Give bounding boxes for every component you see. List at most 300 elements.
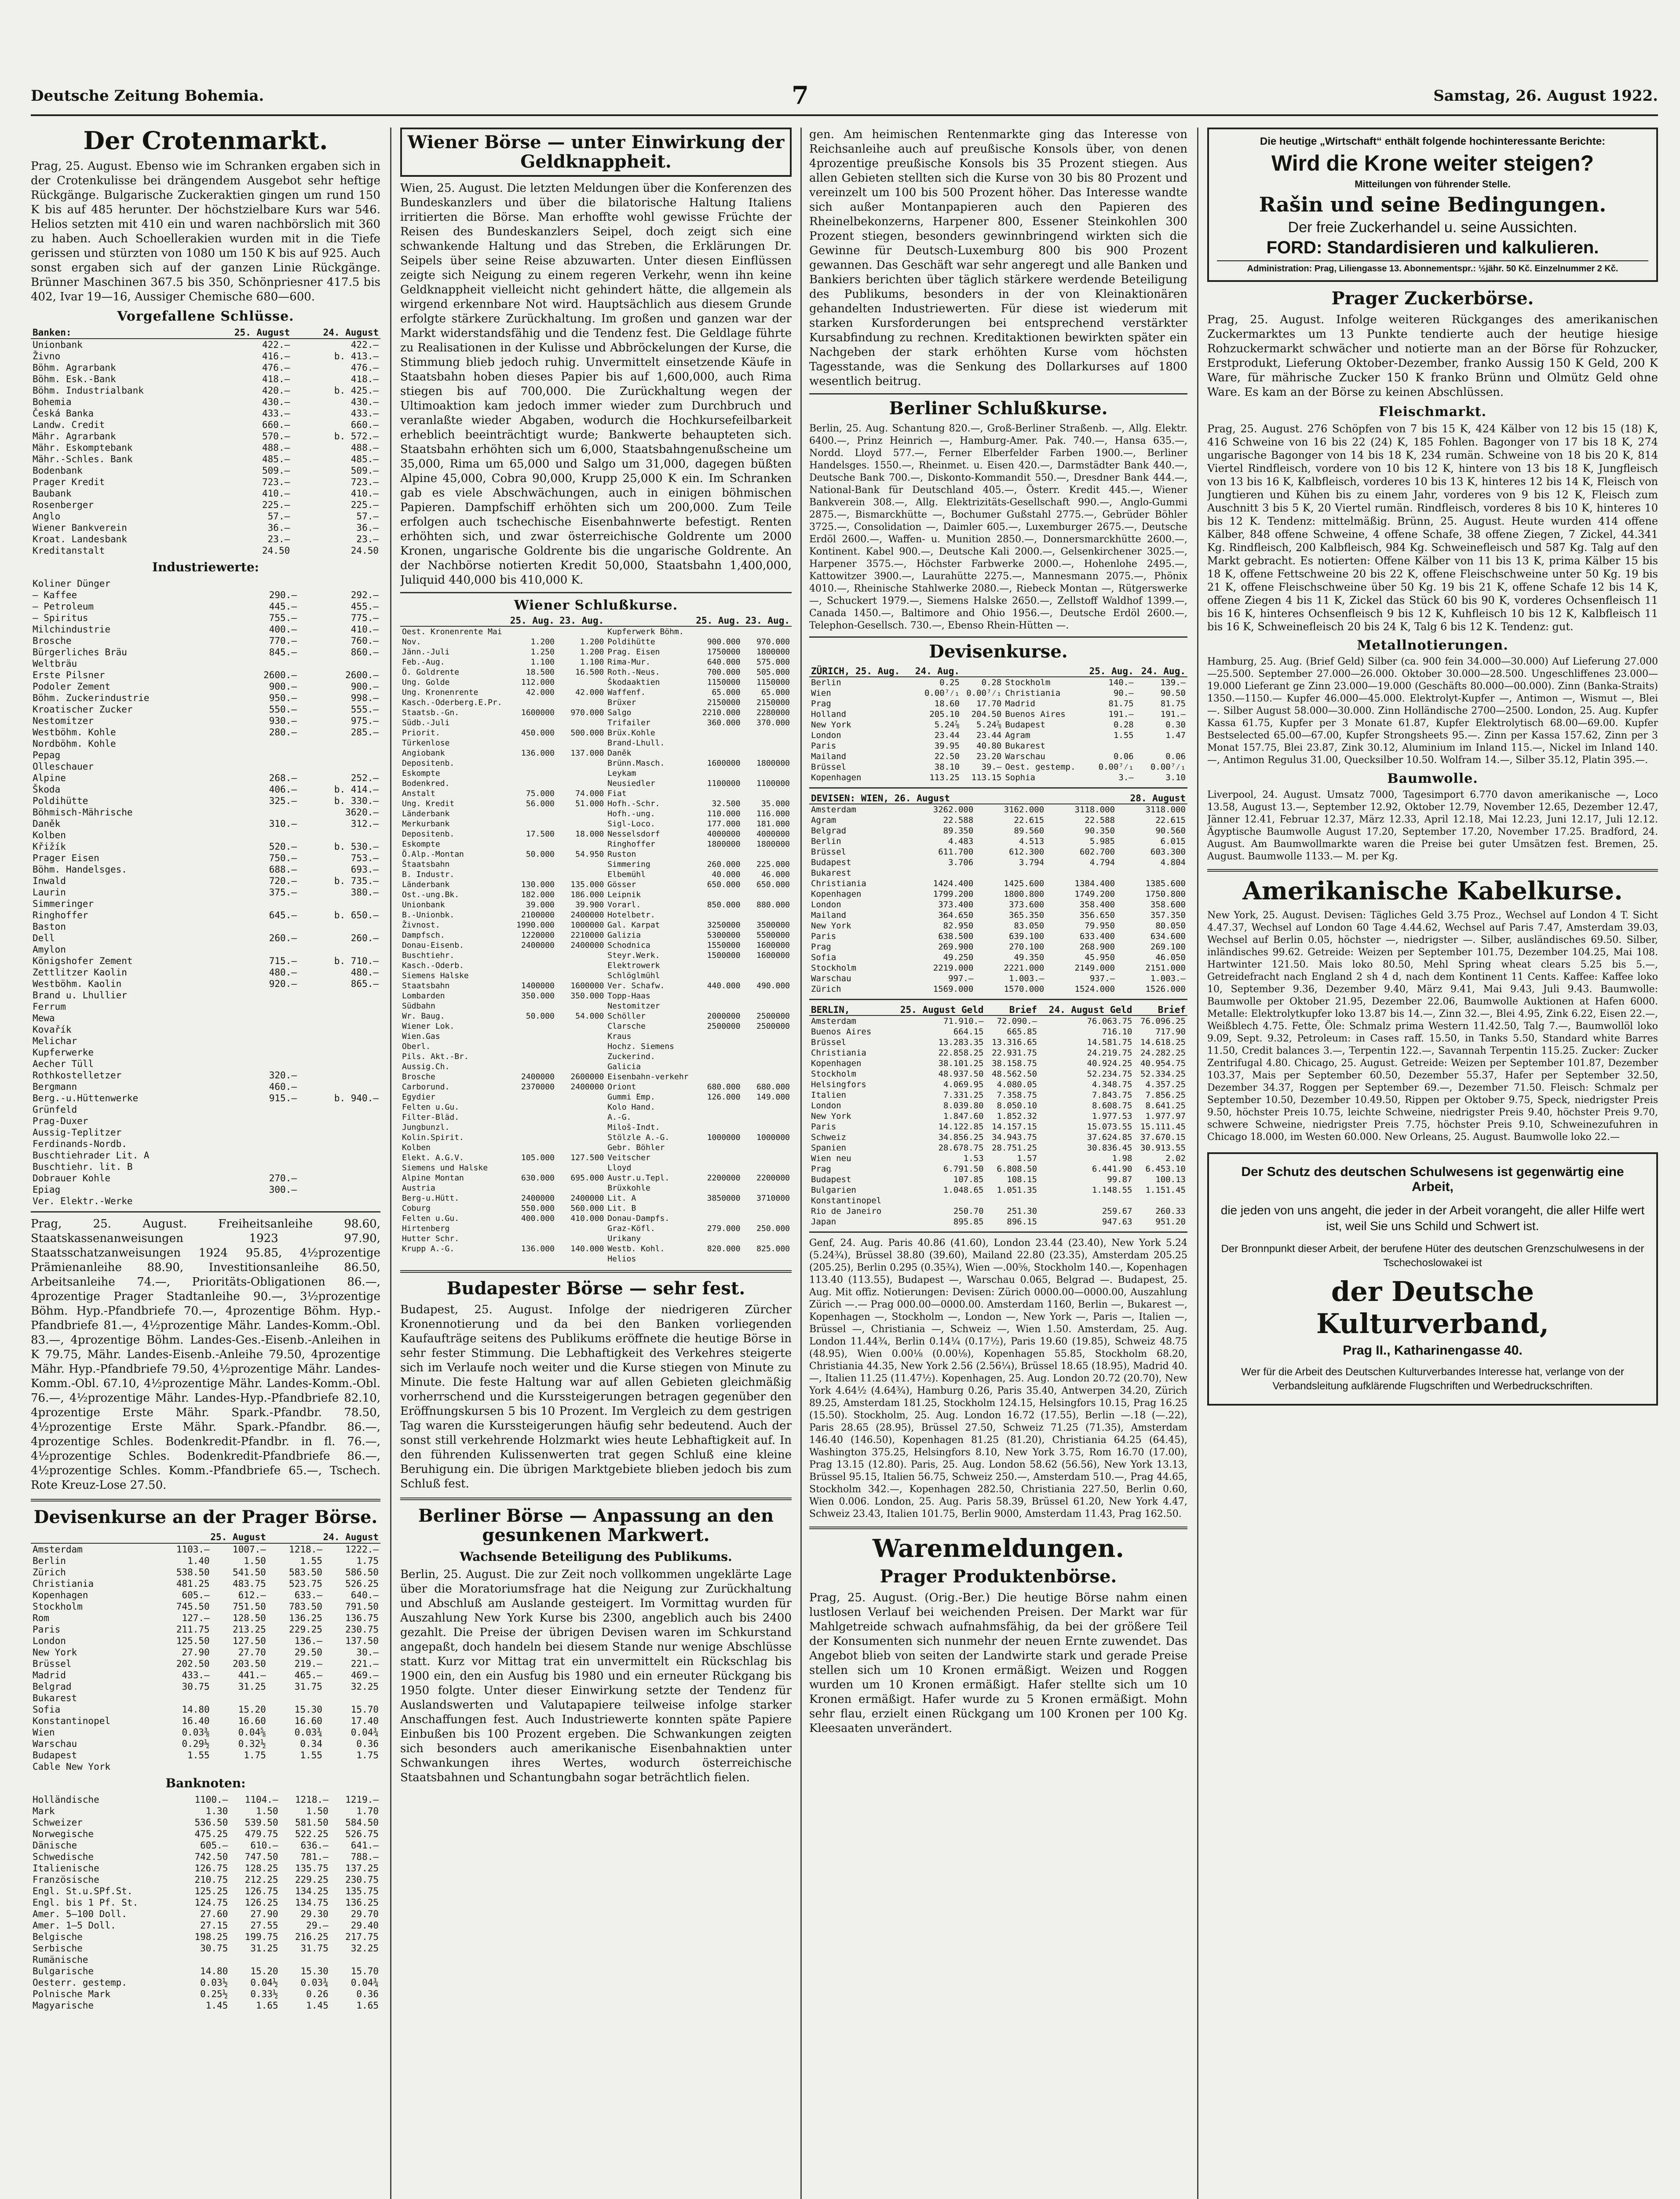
table-cell: Schodnica <box>607 941 650 950</box>
table-cell: Česká Banka <box>33 408 94 419</box>
table-cell: 0.32½ <box>238 1738 266 1749</box>
table-cell: Warschau <box>1005 752 1045 761</box>
table-cell <box>742 890 792 900</box>
table-cell: Austria <box>402 1184 435 1193</box>
table-cell: 5.24⅞ <box>976 720 1002 730</box>
table-cell: 1600000 <box>570 981 604 990</box>
table-cell <box>742 1183 792 1193</box>
table-cell <box>742 1254 792 1264</box>
table-cell: Elbemühl <box>607 870 646 879</box>
table-row <box>31 488 380 499</box>
table-cell: 364.650 <box>938 910 974 920</box>
table-cell: 127.— <box>182 1612 210 1623</box>
table-cell: 285.— <box>351 727 379 738</box>
table-cell: 310.— <box>269 818 297 829</box>
table-cell: Bergmann <box>33 1081 77 1092</box>
table-cell: 550.— <box>269 704 297 715</box>
table-cell: 488.— <box>351 442 379 453</box>
table-cell: 520.— <box>269 841 297 852</box>
table-cell <box>236 1047 299 1058</box>
table-cell: Nestomitzer <box>607 1001 660 1011</box>
table-cell: 970.000 <box>570 708 604 717</box>
table-row <box>400 900 792 910</box>
column-rule <box>800 128 802 2199</box>
table-cell <box>742 748 792 758</box>
table-cell: 634.600 <box>1150 931 1186 941</box>
table-cell: 31.25 <box>250 1943 278 1954</box>
table-cell: 1524.000 <box>1074 984 1115 994</box>
table-cell: Kolin.Spirit. <box>402 1133 464 1142</box>
table-cell: 229.25 <box>295 1874 329 1885</box>
table-cell: 375.— <box>269 887 297 898</box>
table-cell: — Kaffee <box>33 589 77 600</box>
table-row <box>400 687 792 698</box>
table-cell: 370.000 <box>756 718 790 727</box>
table-cell: Prag-Duxer <box>33 1115 88 1126</box>
table-cell: Oest. Kronenrente Mai <box>402 627 502 636</box>
table-cell <box>693 1254 742 1264</box>
table-cell <box>236 1024 299 1035</box>
table-cell: Felten u.Gu. <box>402 1214 460 1223</box>
table-cell: 2370000 <box>521 1082 555 1092</box>
table-cell: New York <box>811 720 851 730</box>
table-cell <box>693 1183 742 1193</box>
column-header <box>400 616 507 626</box>
table-cell: 783.50 <box>289 1601 322 1612</box>
table-row <box>31 476 380 488</box>
table-row <box>31 1161 380 1173</box>
table-row <box>31 1704 380 1715</box>
table-cell: Stockholm <box>811 1069 856 1079</box>
table-cell: Rima-Mur. <box>607 658 650 667</box>
table-cell: 15.073.55 <box>1087 1122 1132 1132</box>
table-cell <box>236 578 299 589</box>
stock-table <box>31 578 380 1207</box>
table-cell: 27.70 <box>238 1647 266 1658</box>
table-cell: 74.000 <box>575 789 604 798</box>
table-cell: Oriont <box>607 1082 636 1092</box>
table-cell: 76.063.75 <box>1087 1016 1132 1026</box>
table-cell: Böhmisch-Mährische <box>33 807 133 818</box>
table-cell: 420.— <box>262 385 290 396</box>
table-cell: Ferrum <box>33 1001 66 1012</box>
table-cell: 280.— <box>269 727 297 738</box>
table-cell: Brüxer <box>607 698 636 707</box>
table-cell: 645.— <box>269 910 297 921</box>
table-row <box>809 720 1187 730</box>
table-row <box>31 373 380 385</box>
table-cell: 2400000 <box>570 941 604 950</box>
table-cell: 1100000 <box>707 779 741 788</box>
table-cell: 30.836.45 <box>1087 1143 1132 1153</box>
table-cell: 127.500 <box>570 1153 604 1162</box>
table-cell: Koliner Dünger <box>33 578 111 589</box>
table-cell: 81.75 <box>1160 699 1186 709</box>
table-cell: 523.75 <box>289 1578 322 1589</box>
table-cell: b. 425.— <box>334 385 379 396</box>
article-text: Budapest, 25. August. Infolge der niedrigeren Zürcher Kronennotierung und da bei den Banken vorliegenden Kaufaufträge seitens des Publikums eröffnete die heutige Börse in sehr fester Stimmung. Die Lebhaftigkeit des Verkehres steigerte sich im Verlaufe noch weiter und die Kurse stiegen von Minute zu Minute. Die feste Haltung war auf allen Gebieten gleichmäßig vorherrschend und die Kurssteigerungen betragen gegenüber den Eröffnungskursen 5 bis 10 Prozent. Im Vergleich zu dem gestrigen Tag waren die Kurssteigerungen häufig sehr bedeutend. Auch der sonst still verkehrende Holzmarkt wies heute Lebhaftigkeit auf. In den führenden Kulissenwerten trat gegen Schluß eine kleine Beruhigung ein. Die übrigen Marktgebiete blieben jedoch bis zum Schluß fest. <box>400 1303 792 1490</box>
table-row <box>400 708 792 718</box>
table-cell: Elekt. A.G.V. <box>402 1153 464 1162</box>
table-row <box>31 1035 380 1047</box>
table-cell: 217.75 <box>345 1931 379 1942</box>
table-cell: Sigl-Loco. <box>607 819 655 829</box>
table-cell: Budapest <box>33 1750 77 1761</box>
table-row <box>400 1052 792 1062</box>
ad-headline: der Deutsche Kulturverband, <box>1316 1275 1549 1340</box>
table-cell: 100.13 <box>1155 1175 1186 1184</box>
table-cell: 633.— <box>294 1589 322 1600</box>
table-cell <box>280 1954 330 1965</box>
table-row <box>31 1589 380 1601</box>
table-cell <box>693 1122 742 1132</box>
table-cell: 1.65 <box>256 2000 278 2011</box>
table-cell: 225.— <box>351 499 379 510</box>
table-cell: b. 650.— <box>334 910 379 921</box>
table-cell: Serbische <box>33 1943 83 1954</box>
table-cell: 149.000 <box>756 1092 790 1102</box>
table-cell: 18.500 <box>526 668 555 677</box>
table-cell <box>742 961 792 971</box>
table-cell: Waffenf. <box>607 688 646 697</box>
table-cell: Amsterdam <box>811 805 856 815</box>
table-cell: Ringhoffer <box>33 910 88 921</box>
table-cell: 1.55 <box>300 1555 322 1566</box>
table-cell: London <box>811 731 841 740</box>
table-cell: 2200000 <box>756 1173 790 1183</box>
table-cell: 252.— <box>351 772 379 783</box>
table-cell: Stockholm <box>1005 678 1051 687</box>
table-cell: 900.— <box>269 681 297 692</box>
table-cell: Engl. St.u.SPf.St. <box>33 1885 133 1896</box>
table-cell <box>693 1041 742 1052</box>
table-cell: Poldihütte <box>33 795 88 806</box>
table-cell: 1.53 <box>963 1154 984 1163</box>
table-cell: 4.794 <box>1089 858 1115 867</box>
table-row <box>31 612 380 624</box>
table-row <box>31 829 380 841</box>
table-row <box>31 1943 380 1954</box>
table-cell <box>693 768 742 778</box>
table-row <box>400 778 792 789</box>
table-row <box>809 1015 1187 1026</box>
table-cell: Inwald <box>33 875 66 886</box>
article-title: Devisenkurse. <box>929 641 1068 662</box>
table-cell: 49.250 <box>943 953 974 962</box>
table-cell <box>179 1954 230 1965</box>
table-cell: 32.25 <box>351 1943 379 1954</box>
table-row <box>31 921 380 932</box>
table-cell: 3500000 <box>756 921 790 930</box>
table-cell <box>299 1150 380 1161</box>
table-row <box>809 973 1187 984</box>
table-cell: Sofia <box>811 953 836 962</box>
table-cell <box>556 1001 606 1011</box>
table-cell: Depositenb. <box>402 759 455 768</box>
table-cell: 198.25 <box>194 1931 228 1942</box>
table-cell <box>507 1224 556 1234</box>
table-cell: 422.— <box>262 339 290 350</box>
table-cell: Sofia <box>33 1704 61 1715</box>
table-cell: 4.804 <box>1160 858 1186 867</box>
table-cell: Kroat. Landesbank <box>33 533 127 544</box>
table-cell: Roth.-Neus. <box>607 668 660 677</box>
table-row <box>31 704 380 715</box>
table-cell: 270.100 <box>1009 942 1045 952</box>
table-cell <box>507 1041 556 1052</box>
table-cell: 23.— <box>267 533 290 544</box>
table-cell: 7.856.25 <box>1145 1090 1186 1100</box>
table-cell: 45.950 <box>1085 953 1115 962</box>
table-cell: 199.75 <box>245 1931 278 1942</box>
table-cell: Prager Eisen <box>33 852 99 863</box>
table-cell: 135.75 <box>345 1885 379 1896</box>
table-cell: 23.44 <box>976 731 1002 740</box>
table-cell: Bulgarische <box>33 1965 94 1976</box>
table-cell: 539.50 <box>245 1817 278 1828</box>
table-cell: 538.50 <box>176 1567 210 1578</box>
table-cell: Kopenhagen <box>33 1589 88 1600</box>
table-cell: Trifailer <box>607 718 650 727</box>
table-cell: 422.— <box>351 339 379 350</box>
table-cell <box>742 910 792 920</box>
table-cell: 89.350 <box>943 826 974 836</box>
table-row <box>809 942 1187 952</box>
table-cell: Priorit. <box>402 728 440 738</box>
table-cell: 140.000 <box>570 1244 604 1253</box>
table-cell: 1.100 <box>580 658 604 667</box>
article-text: Wien, 25. August. Die letzten Meldungen über die Konferenzen des Bundeskanzlers und über die bilatorische Haltung Italiens irritierten die Börse. Man erhoffte wohl gewisse Früchte der Reisen des Bundeskanzlers Seipel, doch zeigt sich eine schwankende Haltung und das Streben, die Erklärungen Dr. Seipels über seine Reise abzuwarten. Unter diesen Einflüssen zeigte sich Neigung zu einem regeren Verkehr, wenn ihn keine Geldknappheit vielleicht nicht gehindert hätte, die allgemein als wirgend erkennbare Not wird. Hauptsächlich aus diesem Grunde erfolgte stärkere Zurückhaltung. Im großen und ganzen war der Markt widerstandsfähig und die Tendenz fest. Die Geldlage führte zu Realisationen in der Kulisse und Abbröckelungen der Kurse, die Stimmung blieb jedoch ruhig. Unvermittelt einsetzende Käufe in Staatsbahn hoben dieses Papier bis auf 1,600,000, auch Rima stiegen bis auf 700,000. Die Zurückhaltung wegen der Ultimoaktion kam jedoch immer wieder zum Durchbruch und veranlaßte wieder Abgaben, wodurch die Hochkursefeilbarkeit erheblich beeinträchtigt wurde; Bankwerte behaupteten sich. Staatsbahn erhöhten sich um 6,000, Staatsbahngenußscheine um 35,000, Rima um 65,000 und Salgo um 31,000, dagegen büßten Alpine 45,000, Cobra 90,000, Krupp 25,000 K ein. Im Schranken gab es viele Abschwächungen, auch in einigen böhmischen Papieren. Dampfschiff erhöhten sich um 200,000. Zum Teile erfolgen auch tschechische Eisenbahnwerte befestigt. Renten erhöhten sich, und zwar österreichische Goldrente um 2000 Kronen, ungarische Goldrente bis die ungarische Goldrente. An der Nachbörse notierten Kredit 50,000, Staatsbahn 1,400,000, Juliquid 440,000 bis 410,000 K. <box>400 182 792 587</box>
table-row <box>31 1567 380 1578</box>
table-cell: 406.— <box>269 784 297 795</box>
table-cell: 358.400 <box>1079 900 1115 910</box>
table-row <box>31 1885 380 1897</box>
column-header: 25. Aug. <box>507 616 556 626</box>
table-cell: b. 710.— <box>334 955 379 966</box>
table-cell: 39.— <box>981 762 1002 772</box>
table-cell: B.-Unionbk. <box>402 910 455 920</box>
table-row <box>809 952 1187 963</box>
table-cell: 14.618.25 <box>1140 1037 1186 1047</box>
table-cell: 212.25 <box>245 1874 278 1885</box>
table-row <box>400 1031 792 1041</box>
table-cell: 136.25 <box>345 1897 379 1908</box>
table-row <box>31 1692 380 1704</box>
table-cell: Hutter Schr. <box>402 1234 460 1243</box>
table-cell <box>693 991 742 1001</box>
table-row <box>400 1122 792 1132</box>
table-cell: Ver. Elektr.-Werke <box>33 1195 133 1206</box>
table-row <box>31 715 380 727</box>
table-row <box>31 841 380 852</box>
table-cell: 42.000 <box>526 688 555 697</box>
table-cell: Amer. 1—5 Doll. <box>33 1920 116 1931</box>
table-cell: 191.— <box>1108 709 1134 719</box>
table-cell: 0.03⅜ <box>182 1727 210 1738</box>
table-cell: 638.500 <box>938 931 974 941</box>
table-row <box>400 849 792 859</box>
table-cell: 39.95 <box>934 741 960 751</box>
table-cell <box>236 1001 299 1012</box>
table-cell: 137.25 <box>345 1863 379 1874</box>
table-cell: 269.100 <box>1150 942 1186 952</box>
table-cell <box>693 1112 742 1122</box>
table-cell: 2400000 <box>521 1072 555 1081</box>
table-cell <box>299 1173 380 1184</box>
column-header: Banken: <box>31 327 203 339</box>
table-cell: 13.283.35 <box>938 1037 984 1047</box>
table-row <box>400 799 792 809</box>
table-cell: Belgrad <box>811 826 847 836</box>
table-cell: 4.483 <box>948 836 974 846</box>
table-cell: 18.60 <box>934 699 960 709</box>
table-cell: 268.900 <box>1079 942 1115 952</box>
table-cell <box>507 738 556 748</box>
table-cell: 126.25 <box>245 1897 278 1908</box>
table-row <box>31 1092 380 1104</box>
article-text: Genf, 24. Aug. Paris 40.86 (41.60), London 23.44 (23.40), New York 5.24 (5.24¾), Brüssel 38.80 (39.60), Mailand 22.80 (23.35), Amsterdam 205.25 (205.25), Berlin 0.295 (0.35¾), Wien —.00⅝, Stockholm 140.—, Kopenhagen 113.40 (113.55), Budapest —, Warschau 0.065, Belgrad —. Budapest, 25. Aug. Mit offiz. Notierungen: Devisen: Zürich 0000.00—0000.00, Auszahlung Zürich —.— Prag 000.00—0000.00. Amsterdam 1160, Berlin —, Bukarest —, Kopenhagen —, Stockholm —, London —, New York —, Paris —, Italien —, Brüssel —, Christiania —, Schweiz —, Wien 1.50. Amsterdam, 25. Aug. London 11.44¾, Berlin 0.14¼ (0.17½), Paris 19.60 (19.85), Schweiz 48.75 (48.95), Wien 0.00⅛ (0.00⅛), Kopenhagen 55.85, Stockholm 68.20, Christiania 44.35, New York 2.56 (2.56¼), Brüssel 18.65 (18.95), Madrid 40.—, Italien 11.25 (11.47½). Kopenhagen, 25. Aug. London 20.72 (20.70), New York 4.64½ (4.64¾), Hamburg 0.26, Paris 35.40, Antwerpen 34.20, Zürich 89.25, Amsterdam 181.25, Stockholm 124.15, Helsingfors 10.15, Prag 16.25 (15.50). Stockholm, 25. Aug. London 16.72 (17.55), Berlin —.18 (—.22), Paris 28.65 (28.95), Brüssel 27.50, Schweiz 71.25 (71.35), Amsterdam 146.40 (146.50), Kopenhagen 81.25 (81.20), Christiania 64.25 (64.45), Washington 375.25, Helsingfors 8.10, New York 3.75, Rom 16.70 (17.00), Prag 13.15 (12.80). Paris, 25. Aug. London 58.62 (56.56), New York 13.13, Brüssel 95.15, Italien 56.75, Schweiz 250.—, Amsterdam 510.—, Prag 44.65, Stockholm 342.—, Kopenhagen 282.50, Christiania 227.50, Berlin 0.60, Wien 0.006. London, 25. Aug. Paris 58.39, Brüssel 61.20, New York 4.47, Schweiz 23.43, Italien 101.75, Berlin 9000, Amsterdam 11.43, Prag 162.50. <box>809 1238 1187 1520</box>
table-cell: Mark <box>33 1805 55 1816</box>
ad-headline: Wird die Krone weiter steigen? <box>1271 151 1594 175</box>
table-cell <box>693 849 742 859</box>
table-cell: 509.— <box>262 465 290 476</box>
table-cell: 213.25 <box>232 1624 266 1635</box>
table-cell: Berg-u.Hütt. <box>402 1194 460 1203</box>
table-cell: 230.75 <box>345 1874 379 1885</box>
table-row <box>31 578 380 589</box>
table-cell: 865.— <box>351 978 379 989</box>
table-cell: Mähr. Eskomptebank <box>33 442 133 453</box>
table-cell: Gummi Emp. <box>607 1092 655 1102</box>
table-row <box>31 1897 380 1908</box>
table-cell: 15.30 <box>300 1965 329 1976</box>
table-row <box>809 826 1187 836</box>
table-cell: 4.357.25 <box>1145 1080 1186 1089</box>
table-cell <box>556 1092 606 1102</box>
table-cell: 400.000 <box>521 1214 555 1223</box>
table-cell <box>556 1163 606 1173</box>
table-cell: 1550000 <box>707 941 741 950</box>
table-cell: 32.500 <box>712 799 741 808</box>
table-cell: Polnische Mark <box>33 1988 111 1999</box>
table-cell <box>330 1954 380 1965</box>
table-cell: 14.122.85 <box>938 1122 984 1132</box>
table-cell <box>299 1047 380 1058</box>
table-cell: Pepag <box>33 749 61 760</box>
table-row <box>809 931 1187 942</box>
table-row <box>31 601 380 612</box>
table-cell: 0.36 <box>356 1738 379 1749</box>
table-cell: 0.04½ <box>250 1977 278 1988</box>
table-row <box>809 1058 1187 1069</box>
table-cell: 1.45 <box>306 2000 329 2011</box>
table-cell: 7.331.25 <box>943 1090 984 1100</box>
section-title: Vorgefallene Schlüsse. <box>117 308 294 324</box>
table-cell: 660.— <box>262 419 290 430</box>
table-cell: 970.000 <box>756 637 790 647</box>
table-subheading: Industriewerte: <box>152 559 259 574</box>
table-cell: 0.36 <box>356 1988 379 1999</box>
table-row <box>809 857 1187 868</box>
table-row <box>31 875 380 887</box>
table-cell <box>507 869 556 880</box>
table-cell: Bukarest <box>33 1692 77 1703</box>
column-rule <box>1197 128 1198 2199</box>
table-cell: Budapest <box>811 1175 851 1184</box>
table-cell: 479.75 <box>245 1828 278 1839</box>
article-text: Prag, 25. August. Freiheitsanleihe 98.60, Staatskassenanweisungen 1923 97.90, Staatsschatzanweisungen 1924 95.85, 4½prozentige Prämienanleihe 88.90, Investitionsanleihe 86.50, Arbeitsanleihe 74.—, Prioritäts-Obligationen 86.—, 4prozentige Prager Stadtanleihe 90.—, 3½prozentige Böhm. Hyp.-Pfandbriefe 70.—, 4prozentige Böhm. Hyp.-Pfandbriefe 81.—, 4½prozentige Mähr. Landes-Komm.-Obl. 83.—, 4prozentige Böhm. Landes-Ges.-Eisenb.-Anleihen in K 79.75, Mähr. Landes-Eisenb.-Anleihe 79.50, 4prozentige Mähr. Hyp.-Pfandbriefe 79.50, 4½prozentige Mähr. Landes-Komm.-Obl. 67.10, 4½prozentige Mähr. Landes-Komm.-Obl. 76.—, 4½prozentige Mähr. Landes-Hyp.-Pfandbriefe 82.10, 4prozentige Erste Mähr. Spark.-Pfandbr. 78.50, 4½prozentige Erste Mähr. Spark.-Pfandbr. 86.—, 4prozentige Schles. Bodenkredit-Pfandbr. in fl. 76.—, 4½prozentige Schles. Bodenkredit-Pfandbriefe 86.—, 4½prozentige Schles. Komm.-Pfandbriefe 65.—, Tschech. Rote Kreuz-Lose 27.50. <box>31 1217 380 1492</box>
table-cell: 22.615 <box>1155 815 1186 825</box>
table-cell: Lit. A <box>607 1194 636 1203</box>
table-cell: Jänn.-Juli <box>402 647 450 657</box>
table-cell <box>693 1062 742 1072</box>
table-row <box>400 748 792 758</box>
column-header: 24. Aug. <box>1136 666 1187 677</box>
table-cell: 418.— <box>262 373 290 384</box>
column-rule <box>390 128 391 2199</box>
table-cell: Wien.Gas <box>402 1032 440 1041</box>
table-cell: Cable New York <box>33 1761 111 1772</box>
table-cell: 1000000 <box>707 1133 741 1142</box>
table-cell: 40.954.75 <box>1140 1059 1186 1068</box>
table-cell: 1600000 <box>756 951 790 960</box>
table-cell: 48.937.50 <box>938 1069 984 1079</box>
table-cell <box>236 1035 299 1047</box>
table-cell: Böhm. Agrarbank <box>33 362 116 373</box>
table-cell: 1800.800 <box>1004 889 1045 899</box>
table-cell: 1800000 <box>756 759 790 768</box>
table-cell: 1600000 <box>707 759 741 768</box>
table-cell: 998.— <box>351 692 379 703</box>
table-cell: Wien <box>811 688 831 698</box>
table-cell <box>236 898 299 910</box>
section-title: Metallnotierungen. <box>1357 638 1508 653</box>
table-cell: 134.75 <box>295 1897 329 1908</box>
table-row <box>31 453 380 465</box>
table-cell: b. 735.— <box>334 875 379 886</box>
table-cell: 182.000 <box>521 890 555 899</box>
table-cell: 15.20 <box>250 1965 278 1976</box>
table-row <box>400 950 792 961</box>
table-cell <box>507 1112 556 1122</box>
table-cell: 747.50 <box>245 1851 278 1862</box>
table-row <box>400 859 792 869</box>
table-cell <box>507 1052 556 1062</box>
table-cell: 360.000 <box>707 718 741 727</box>
column-3 <box>809 128 1187 2199</box>
table-cell: Mähr.-Schles. Bank <box>33 453 133 464</box>
table-cell: b. 330.— <box>334 795 379 806</box>
table-cell: 526.25 <box>345 1578 379 1589</box>
table-cell: 57.— <box>267 511 290 522</box>
table-cell: 72.090.— <box>997 1016 1037 1026</box>
table-cell: Christiania <box>33 1578 94 1589</box>
ad-text: die jeden von uns angeht, die jeder in der Arbeit vorangeht, die aller Hilfe wert ist, weil Sie uns Schild und Schwert ist. <box>1220 1203 1645 1233</box>
table-cell <box>556 971 606 981</box>
table-cell: b. 414.— <box>334 784 379 795</box>
table-cell: 136.000 <box>521 1244 555 1253</box>
table-cell: 357.350 <box>1150 910 1186 920</box>
table-cell: 230.75 <box>345 1624 379 1635</box>
table-cell: 2400000 <box>570 1194 604 1203</box>
table-row <box>31 624 380 635</box>
table-cell: 488.— <box>262 442 290 453</box>
table-cell: Schweizer <box>33 1817 83 1828</box>
table-cell <box>742 971 792 981</box>
table-cell: Paris <box>811 1122 836 1132</box>
table-cell: Westböhm. Kaolin <box>33 978 122 989</box>
table-cell: 24.50 <box>351 545 379 556</box>
